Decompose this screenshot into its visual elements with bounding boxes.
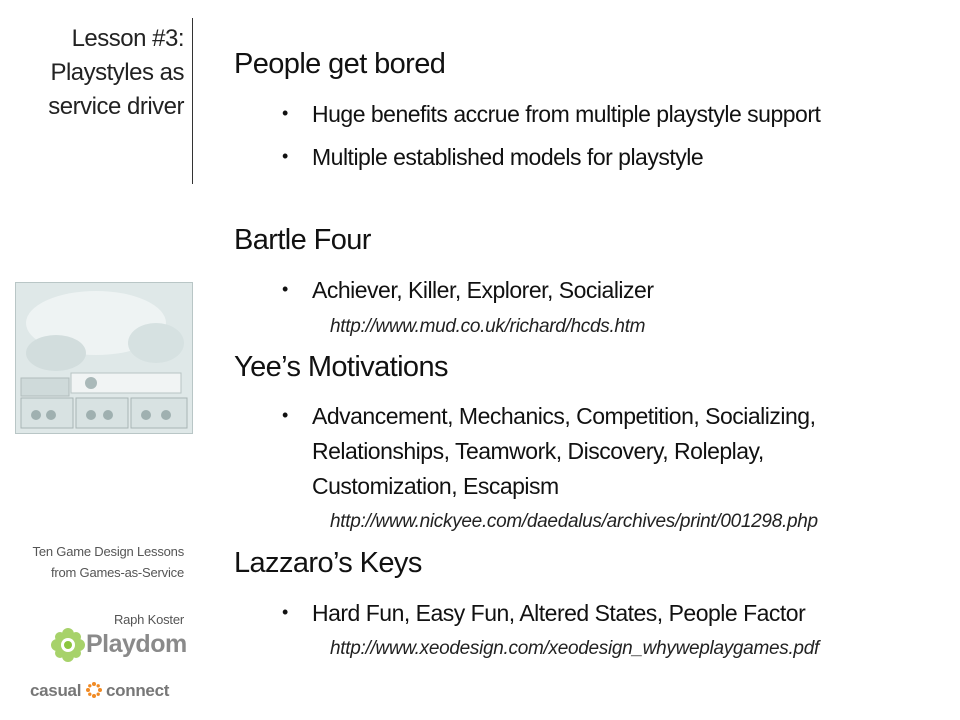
section-heading: Yee’s Motivations: [234, 351, 448, 383]
playdom-flower-icon: [50, 627, 86, 663]
casual-wordmark: casual: [30, 681, 82, 700]
sidebar-divider: [192, 18, 193, 184]
bullet-text: Hard Fun, Easy Fun, Altered States, People Factor: [312, 600, 806, 626]
reference-link[interactable]: http://www.nickyee.com/daedalus/archives/print/001298.php: [330, 511, 818, 532]
section-heading: People get bored: [234, 48, 446, 80]
reference-link[interactable]: http://www.xeodesign.com/xeodesign_whyweplaygames.pdf: [330, 638, 819, 659]
lesson-title-line: Lesson #3:: [71, 25, 184, 52]
bullet-icon: •: [282, 602, 289, 622]
bullet-icon: •: [282, 103, 289, 123]
connect-sun-icon: [86, 682, 102, 698]
casual-connect-logo: [30, 681, 169, 701]
bullet-text: Huge benefits accrue from multiple playstyle support: [312, 101, 821, 127]
reference-link[interactable]: http://www.mud.co.uk/richard/hcds.htm: [330, 316, 646, 337]
lesson-title-line: service driver: [48, 93, 184, 120]
bullet-text-line: Customization, Escapism: [312, 473, 559, 499]
bullet-text-line: Relationships, Teamwork, Discovery, Roleplay,: [312, 438, 764, 464]
bullet-text-line: Advancement, Mechanics, Competition, Socializing,: [312, 403, 816, 429]
deck-subtitle: [33, 541, 184, 583]
playdom-wordmark: Playdom: [86, 630, 187, 658]
section-heading: Bartle Four: [234, 224, 371, 256]
section-heading: Lazzaro’s Keys: [234, 547, 422, 579]
bullet-text: Achiever, Killer, Explorer, Socializer: [312, 277, 654, 303]
bullet-icon: •: [282, 405, 289, 425]
author-name: Raph Koster: [113, 612, 184, 627]
thumbnail-image: [16, 283, 192, 433]
game-screenshot-thumbnail: [15, 282, 193, 434]
deck-subtitle-line: Ten Game Design Lessons: [32, 544, 184, 559]
connect-wordmark: connect: [106, 681, 170, 700]
bullet-icon: •: [282, 279, 289, 299]
bullet-text: Multiple established models for playstyle: [312, 144, 704, 170]
lesson-title-line: Playstyles as: [50, 59, 184, 86]
lesson-title: [48, 22, 184, 124]
bullet-icon: •: [282, 146, 289, 166]
deck-subtitle-line: from Games-as-Service: [50, 565, 184, 580]
